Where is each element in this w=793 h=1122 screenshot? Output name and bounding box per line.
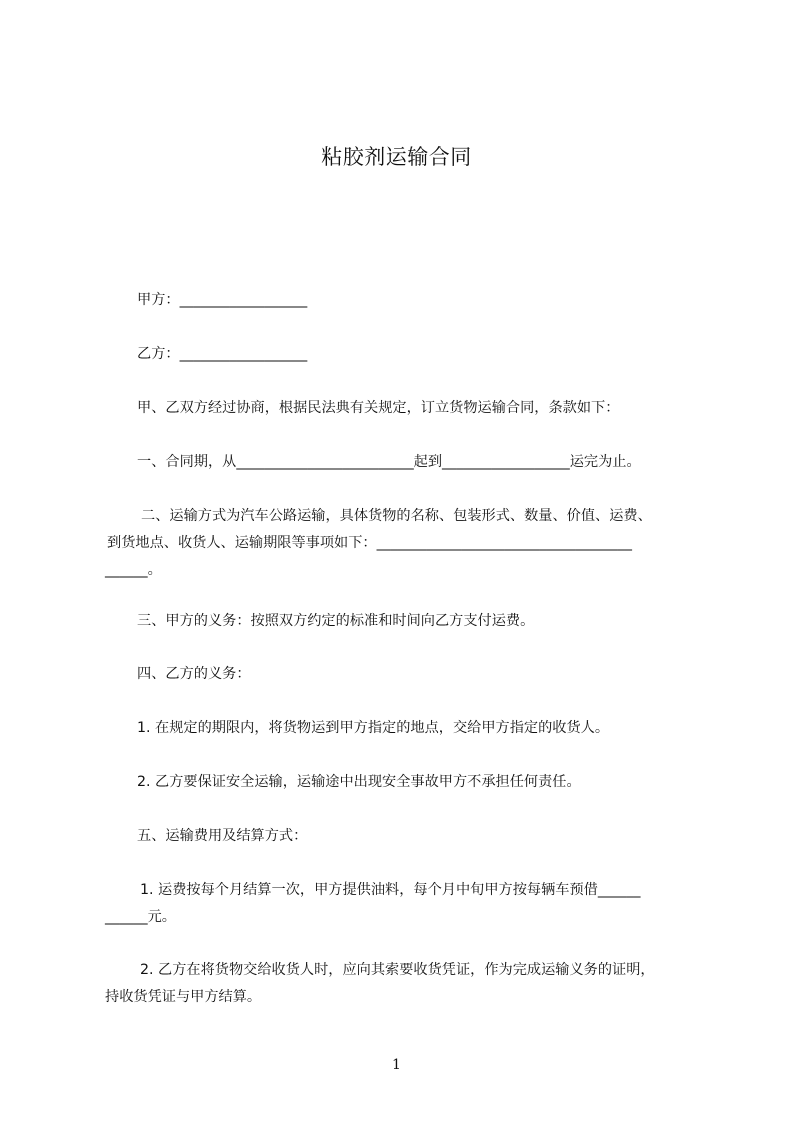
clause-5-item-2-line-2: 持收货凭证与甲方结算。 (105, 989, 262, 1005)
clause-5-item-1-line-1: 1. 运费按每个月结算一次，甲方提供油料，每个月中旬甲方按每辆车预借______ (140, 882, 641, 898)
clause-2-line-2: 到货地点、收货人、运输期限等事项如下：____________________________________ (107, 535, 632, 551)
clause-4-item-1: 1. 在规定的期限内，将货物运到甲方指定的地点，交给甲方指定的收货人。 (137, 720, 610, 736)
clause-1: 一、合同期，从_________________________起到__________________运完为止。 (137, 454, 641, 470)
party-b-line: 乙方：__________________ (137, 346, 308, 362)
page-number: 1 (392, 1057, 401, 1073)
clause-3: 三、甲方的义务：按照双方约定的标准和时间向乙方支付运费。 (137, 613, 535, 629)
clause-4-heading: 四、乙方的义务： (137, 666, 251, 682)
clause-5-item-2-line-1: 2. 乙方在将货物交给收货人时，应向其索要收货凭证，作为完成运输义务的证明， (140, 962, 655, 978)
clause-4-item-2: 2. 乙方要保证安全运输，运输途中出现安全事故甲方不承担任何责任。 (137, 774, 581, 790)
party-a-line: 甲方：__________________ (137, 292, 308, 308)
clause-5-heading: 五、运输费用及结算方式： (137, 828, 308, 844)
intro-paragraph: 甲、乙双方经过协商，根据民法典有关规定，订立货物运输合同，条款如下： (137, 400, 620, 416)
clause-5-item-1-line-2: ______元。 (105, 909, 176, 925)
clause-2-line-3: ______。 (105, 562, 162, 578)
clause-2-line-1: 二、运输方式为汽车公路运输，具体货物的名称、包装形式、数量、价值、运费、 (141, 508, 652, 524)
document-title: 粘胶剂运输合同 (321, 145, 472, 169)
